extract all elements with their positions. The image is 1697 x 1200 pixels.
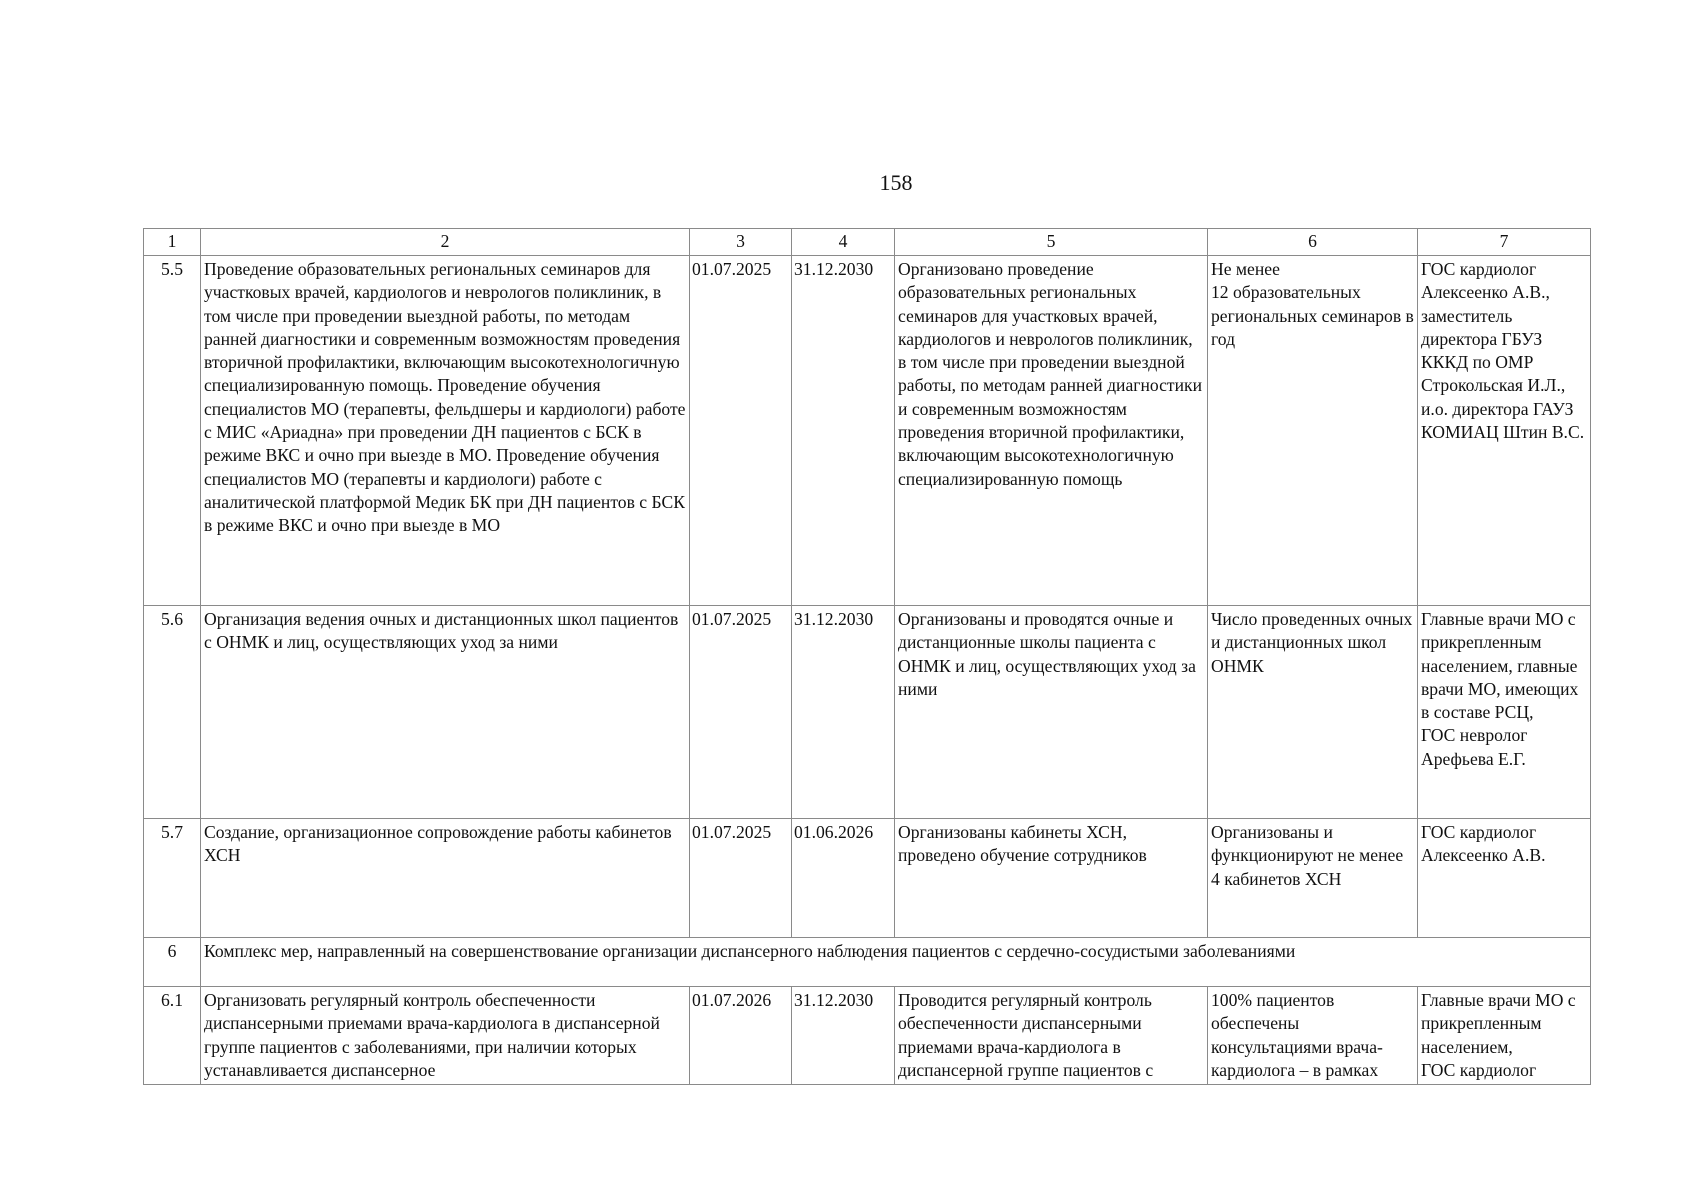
row-number: 6.1 xyxy=(144,987,201,1085)
start-date-cell: 01.07.2025 xyxy=(690,819,792,938)
result-cell: Организованы кабинеты ХСН, проведено обучение сотрудников xyxy=(895,819,1208,938)
table-row xyxy=(144,987,1591,1085)
end-date-cell: 31.12.2030 xyxy=(792,256,895,606)
row-number: 5.7 xyxy=(144,819,201,938)
start-date-cell: 01.07.2025 xyxy=(690,256,792,606)
section-title: Комплекс мер, направленный на совершенствование организации диспансерного наблюдения пациентов с сердечно-сосудистыми заболеваниями xyxy=(201,938,1591,987)
row-number: 5.6 xyxy=(144,606,201,819)
column-header: 6 xyxy=(1208,229,1418,256)
responsible-cell: ГОС кардиолог Алексеенко А.В. xyxy=(1418,819,1591,938)
column-header: 7 xyxy=(1418,229,1591,256)
section-row xyxy=(144,938,1591,987)
activity-cell: Создание, организационное сопровождение работы кабинетов ХСН xyxy=(201,819,690,938)
column-header: 3 xyxy=(690,229,792,256)
indicator-cell: Организованы и функционируют не менее 4 кабинетов ХСН xyxy=(1208,819,1418,938)
row-number: 5.5 xyxy=(144,256,201,606)
activity-cell: Организовать регулярный контроль обеспеченности диспансерными приемами врача-кардиолога в диспансерной группе пациентов с заболеваниями, при наличии которых устанавливается диспансерное xyxy=(201,987,690,1085)
table-row xyxy=(144,256,1591,606)
table-row xyxy=(144,819,1591,938)
result-cell: Организованы и проводятся очные и дистанционные школы пациента с ОНМК и лиц, осуществляющих уход за ними xyxy=(895,606,1208,819)
column-header: 4 xyxy=(792,229,895,256)
end-date-cell: 31.12.2030 xyxy=(792,987,895,1085)
result-cell: Организовано проведение образовательных региональных семинаров для участковых врачей, кардиологов и неврологов поликлиник, в том числе при проведении выездной работы, по методам ранней диагностики и современным возможностям проведения вторичной профилактики, включающим высокотехнологичную специализированную помощь xyxy=(895,256,1208,606)
section-number: 6 xyxy=(144,938,201,987)
responsible-cell: Главные врачи МО с прикрепленным населением, ГОС кардиолог xyxy=(1418,987,1591,1085)
table-row xyxy=(144,606,1591,819)
result-cell: Проводится регулярный контроль обеспеченности диспансерными приемами врача-кардиолога в диспансерной группе пациентов с xyxy=(895,987,1208,1085)
end-date-cell: 31.12.2030 xyxy=(792,606,895,819)
responsible-cell: ГОС кардиолог Алексеенко А.В., заместитель директора ГБУЗ КККД по ОМР Строкольская И.Л., и.о. директора ГАУЗ КОМИАЦ Штин В.С. xyxy=(1418,256,1591,606)
column-header: 2 xyxy=(201,229,690,256)
column-header: 5 xyxy=(895,229,1208,256)
action-plan-table xyxy=(143,228,1591,1085)
start-date-cell: 01.07.2025 xyxy=(690,606,792,819)
column-header: 1 xyxy=(144,229,201,256)
start-date-cell: 01.07.2026 xyxy=(690,987,792,1085)
indicator-cell: Не менее 12 образовательных региональных семинаров в год xyxy=(1208,256,1418,606)
responsible-cell: Главные врачи МО с прикрепленным населением, главные врачи МО, имеющих в составе РСЦ, ГОС невролог Арефьева Е.Г. xyxy=(1418,606,1591,819)
indicator-cell: 100% пациентов обеспечены консультациями врача-кардиолога – в рамках xyxy=(1208,987,1418,1085)
indicator-cell: Число проведенных очных и дистанционных школ ОНМК xyxy=(1208,606,1418,819)
end-date-cell: 01.06.2026 xyxy=(792,819,895,938)
page-number: 158 xyxy=(879,170,913,195)
activity-cell: Проведение образовательных региональных семинаров для участковых врачей, кардиологов и неврологов поликлиник, в том числе при проведении выездной работы, по методам ранней диагностики и современным возможностям проведения вторичной профилактики, включающим высокотехнологичную специализированную помощь. Проведение обучения специалистов МО (терапевты, фельдшеры и кардиологи) работе с МИС «Ариадна» при проведении ДН пациентов с БСК в режиме ВКС и очно при выезде в МО. Проведение обучения специалистов МО (терапевты и кардиологи) работе с аналитической платформой Медик БК при ДН пациентов с БСК в режиме ВКС и очно при выезде в МО xyxy=(201,256,690,606)
column-number-row xyxy=(144,229,1591,256)
activity-cell: Организация ведения очных и дистанционных школ пациентов с ОНМК и лиц, осуществляющих уход за ними xyxy=(201,606,690,819)
